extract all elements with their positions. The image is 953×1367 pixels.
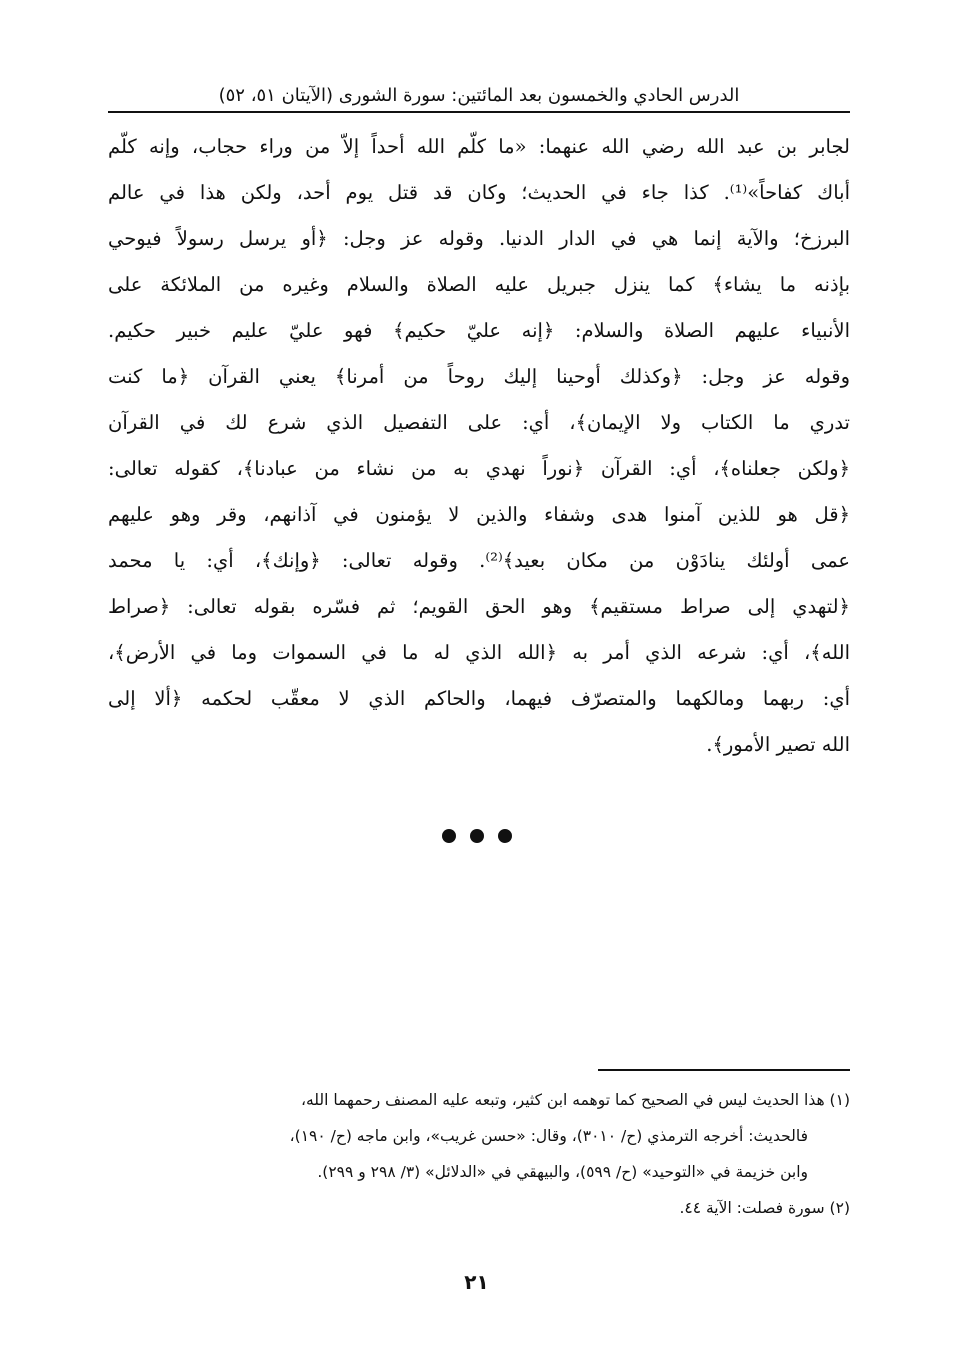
footnotes (108, 1082, 850, 1226)
body-line: ﴿لتهدي إلى صراط مستقيم﴾ وهو الحق القويم؛ ثم فسّره بقوله تعالى: ﴿صراط (108, 595, 850, 618)
header-rule (108, 111, 850, 113)
body-line: لجابر بن عبد الله رضي الله عنهما: «ما كلّم الله أحداً إلاّ من وراء حجاب، وإنه كلّم (108, 135, 850, 158)
separator-dot (442, 829, 456, 843)
body-line: وقوله عز وجل: ﴿وكذلك أوحينا إليك روحاً من أمرنا﴾ يعني القرآن ﴿ما كنت (108, 365, 850, 388)
body-line: عمى أولئك ينادَوْن من مكان بعيد﴾⁽²⁾. وقوله تعالى: ﴿وإنك﴾، أي: يا محمد (108, 549, 850, 572)
body-text (108, 124, 850, 768)
footnote-line: (٢) سورة فصلت: الآية ٤٤. (679, 1199, 850, 1217)
body-line: أباك كفاحاً»⁽¹⁾. كذا جاء في الحديث؛ وكان قد قتل يوم أحد، ولكن هذا في عالم (108, 181, 850, 204)
running-header: الدرس الحادي والخمسون بعد المائتين: سورة الشورى (الآيتان ٥١، ٥٢) (218, 85, 740, 106)
separator-dot (470, 829, 484, 843)
body-line: الله تصير الأمور﴾. (706, 733, 850, 756)
footnote-rule (598, 1069, 850, 1071)
body-line: ﴿ولكن جعلناه﴾، أي: القرآن ﴿نوراً نهدي به من نشاء من عبادنا﴾، كقوله تعالى: (108, 457, 850, 480)
body-line: بإذنه ما يشاء﴾ كما ينزل جبريل عليه الصلاة والسلام وغيره من الملائكة على (108, 273, 850, 296)
section-separator (0, 829, 953, 843)
body-line: ﴿قل هو للذين آمنوا هدى وشفاء والذين لا يؤمنون في آذانهم، وقر وهو عليهم (108, 503, 850, 526)
body-line: أي: ربهما ومالكهما والمتصرّف فيهما، والحاكم الذي لا معقّب لحكمه ﴿ألا إلى (108, 687, 850, 710)
footnote-line: وابن خزيمة في «التوحيد» (ح/ ٥٩٩)، والبيهقي في «الدلائل» (٣/ ٢٩٨ و ٢٩٩). (317, 1163, 808, 1181)
separator-dot (498, 829, 512, 843)
footnote-line: (١) هذا الحديث ليس في الصحيح كما توهمه ابن كثير، وتبعه عليه المصنف رحمهما الله، (300, 1091, 850, 1109)
body-line: تدري ما الكتاب ولا الإيمان﴾، أي: على التفصيل الذي شرع لك في القرآن (108, 411, 850, 434)
page-number: ٢١ (464, 1270, 489, 1294)
body-line: الله﴾، أي: شرعه الذي أمر به ﴿الله الذي له ما في السموات وما في الأرض﴾، (108, 641, 850, 664)
body-line: الأنبياء عليهم الصلاة والسلام: ﴿إنه عليّ حكيم﴾ فهو عليّ عليم خبير حكيم. (108, 319, 850, 342)
body-line: البرزخ؛ والآية إنما هي في الدار الدنيا. وقوله عز وجل: ﴿أو يرسل رسولاً فيوحي (108, 227, 850, 250)
footnote-line: فالحديث: أخرجه الترمذي (ح/ ٣٠١٠)، وقال: «حسن غريب»، وابن ماجه (ح/ ١٩٠)، (289, 1127, 808, 1145)
